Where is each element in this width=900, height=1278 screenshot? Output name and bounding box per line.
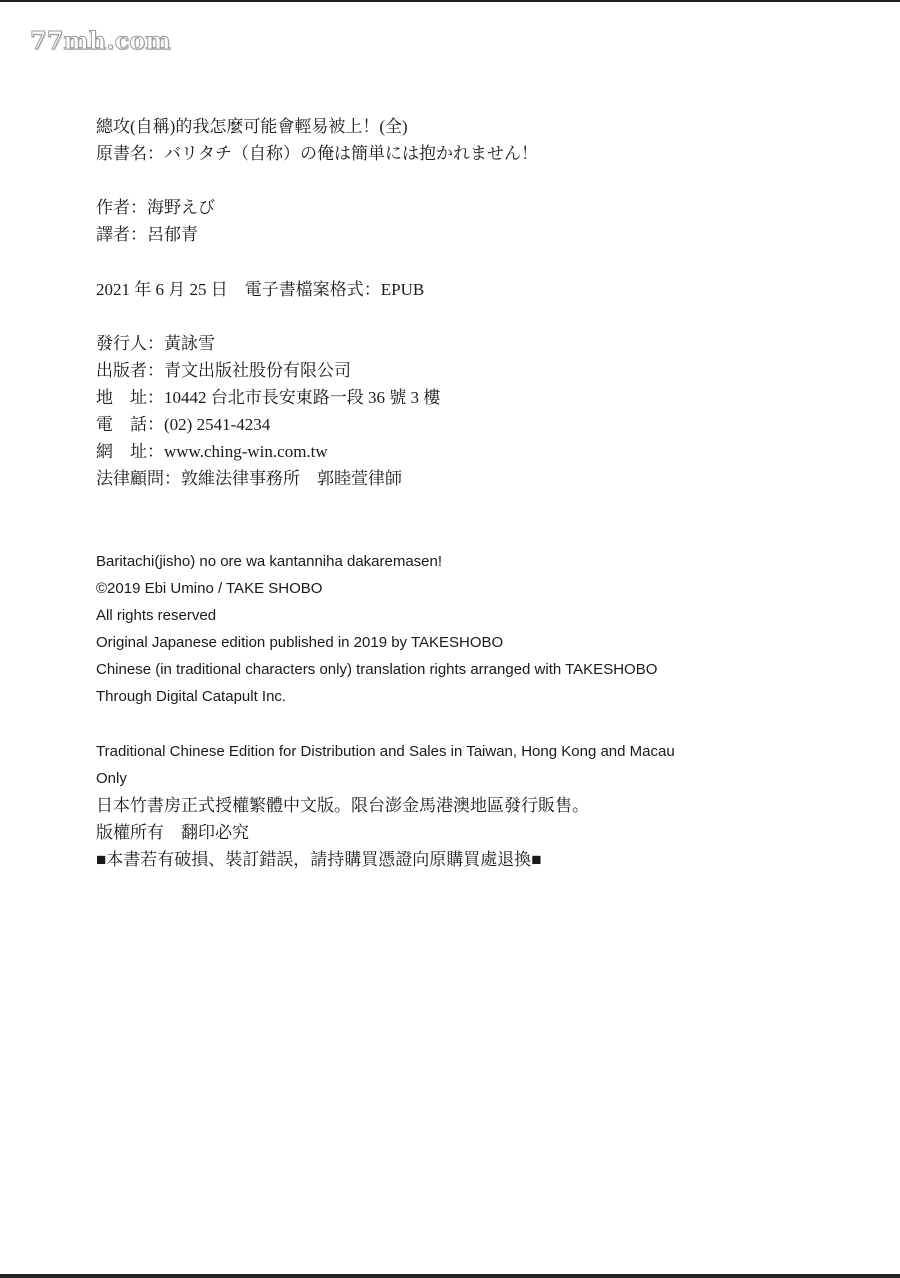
issuer-line: 發行人：黃詠雪: [96, 334, 215, 353]
credits-block: [96, 194, 215, 248]
phone-line: 電 話：(02) 2541-4234: [96, 415, 271, 434]
publisher-block: [96, 330, 440, 492]
address-line: 地 址：10442 台北市長安東路一段 36 號 3 樓: [96, 388, 441, 407]
page-top-border: [0, 0, 900, 2]
edition-line: 2021 年 6 月 25 日 電子書檔案格式：EPUB: [96, 280, 425, 299]
legal-counsel-line: 法律顧問：敦維法律事務所 郭睦萱律師: [96, 469, 402, 488]
rights-english-block: [96, 548, 657, 710]
original-edition-line: Original Japanese edition published in 2019 by TAKESHOBO: [96, 634, 504, 651]
romanized-title: Baritachi(jisho) no ore wa kantanniha dakaremasen!: [96, 553, 443, 570]
book-title: 總攻(自稱)的我怎麼可能會輕易被上！(全): [96, 117, 408, 136]
translator-line: 譯者：呂郁青: [96, 225, 198, 244]
copyright-line: ©2019 Ebi Umino / TAKE SHOBO: [96, 580, 323, 597]
return-notice-line: ■本書若有破損、裝訂錯誤，請持購買憑證向原購買處退換■: [96, 850, 542, 869]
distribution-en-line2: Only: [96, 770, 127, 787]
distribution-en-line1: Traditional Chinese Edition for Distribution and Sales in Taiwan, Hong Kong and Macau: [96, 743, 675, 760]
title-block: [96, 113, 538, 167]
edition-block: [96, 276, 424, 303]
publisher-line: 出版者：青文出版社股份有限公司: [96, 361, 351, 380]
page-bottom-border: [0, 1274, 900, 1278]
all-rights-line: 版權所有 翻印必究: [96, 823, 249, 842]
translation-rights-line: Chinese (in traditional characters only) translation rights arranged with TAKESHOBO: [96, 661, 658, 678]
license-line: 日本竹書房正式授權繁體中文版。限台澎金馬港澳地區發行販售。: [96, 796, 589, 815]
original-title: 原書名：バリタチ（自称）の俺は簡単には抱かれません！: [96, 144, 538, 163]
website-line: 網 址：www.ching-win.com.tw: [96, 442, 328, 461]
author-line: 作者：海野えび: [96, 198, 215, 217]
agency-line: Through Digital Catapult Inc.: [96, 688, 287, 705]
distribution-block: [96, 738, 675, 873]
rights-reserved-line: All rights reserved: [96, 607, 217, 624]
site-watermark: 77mh.com: [30, 26, 171, 55]
